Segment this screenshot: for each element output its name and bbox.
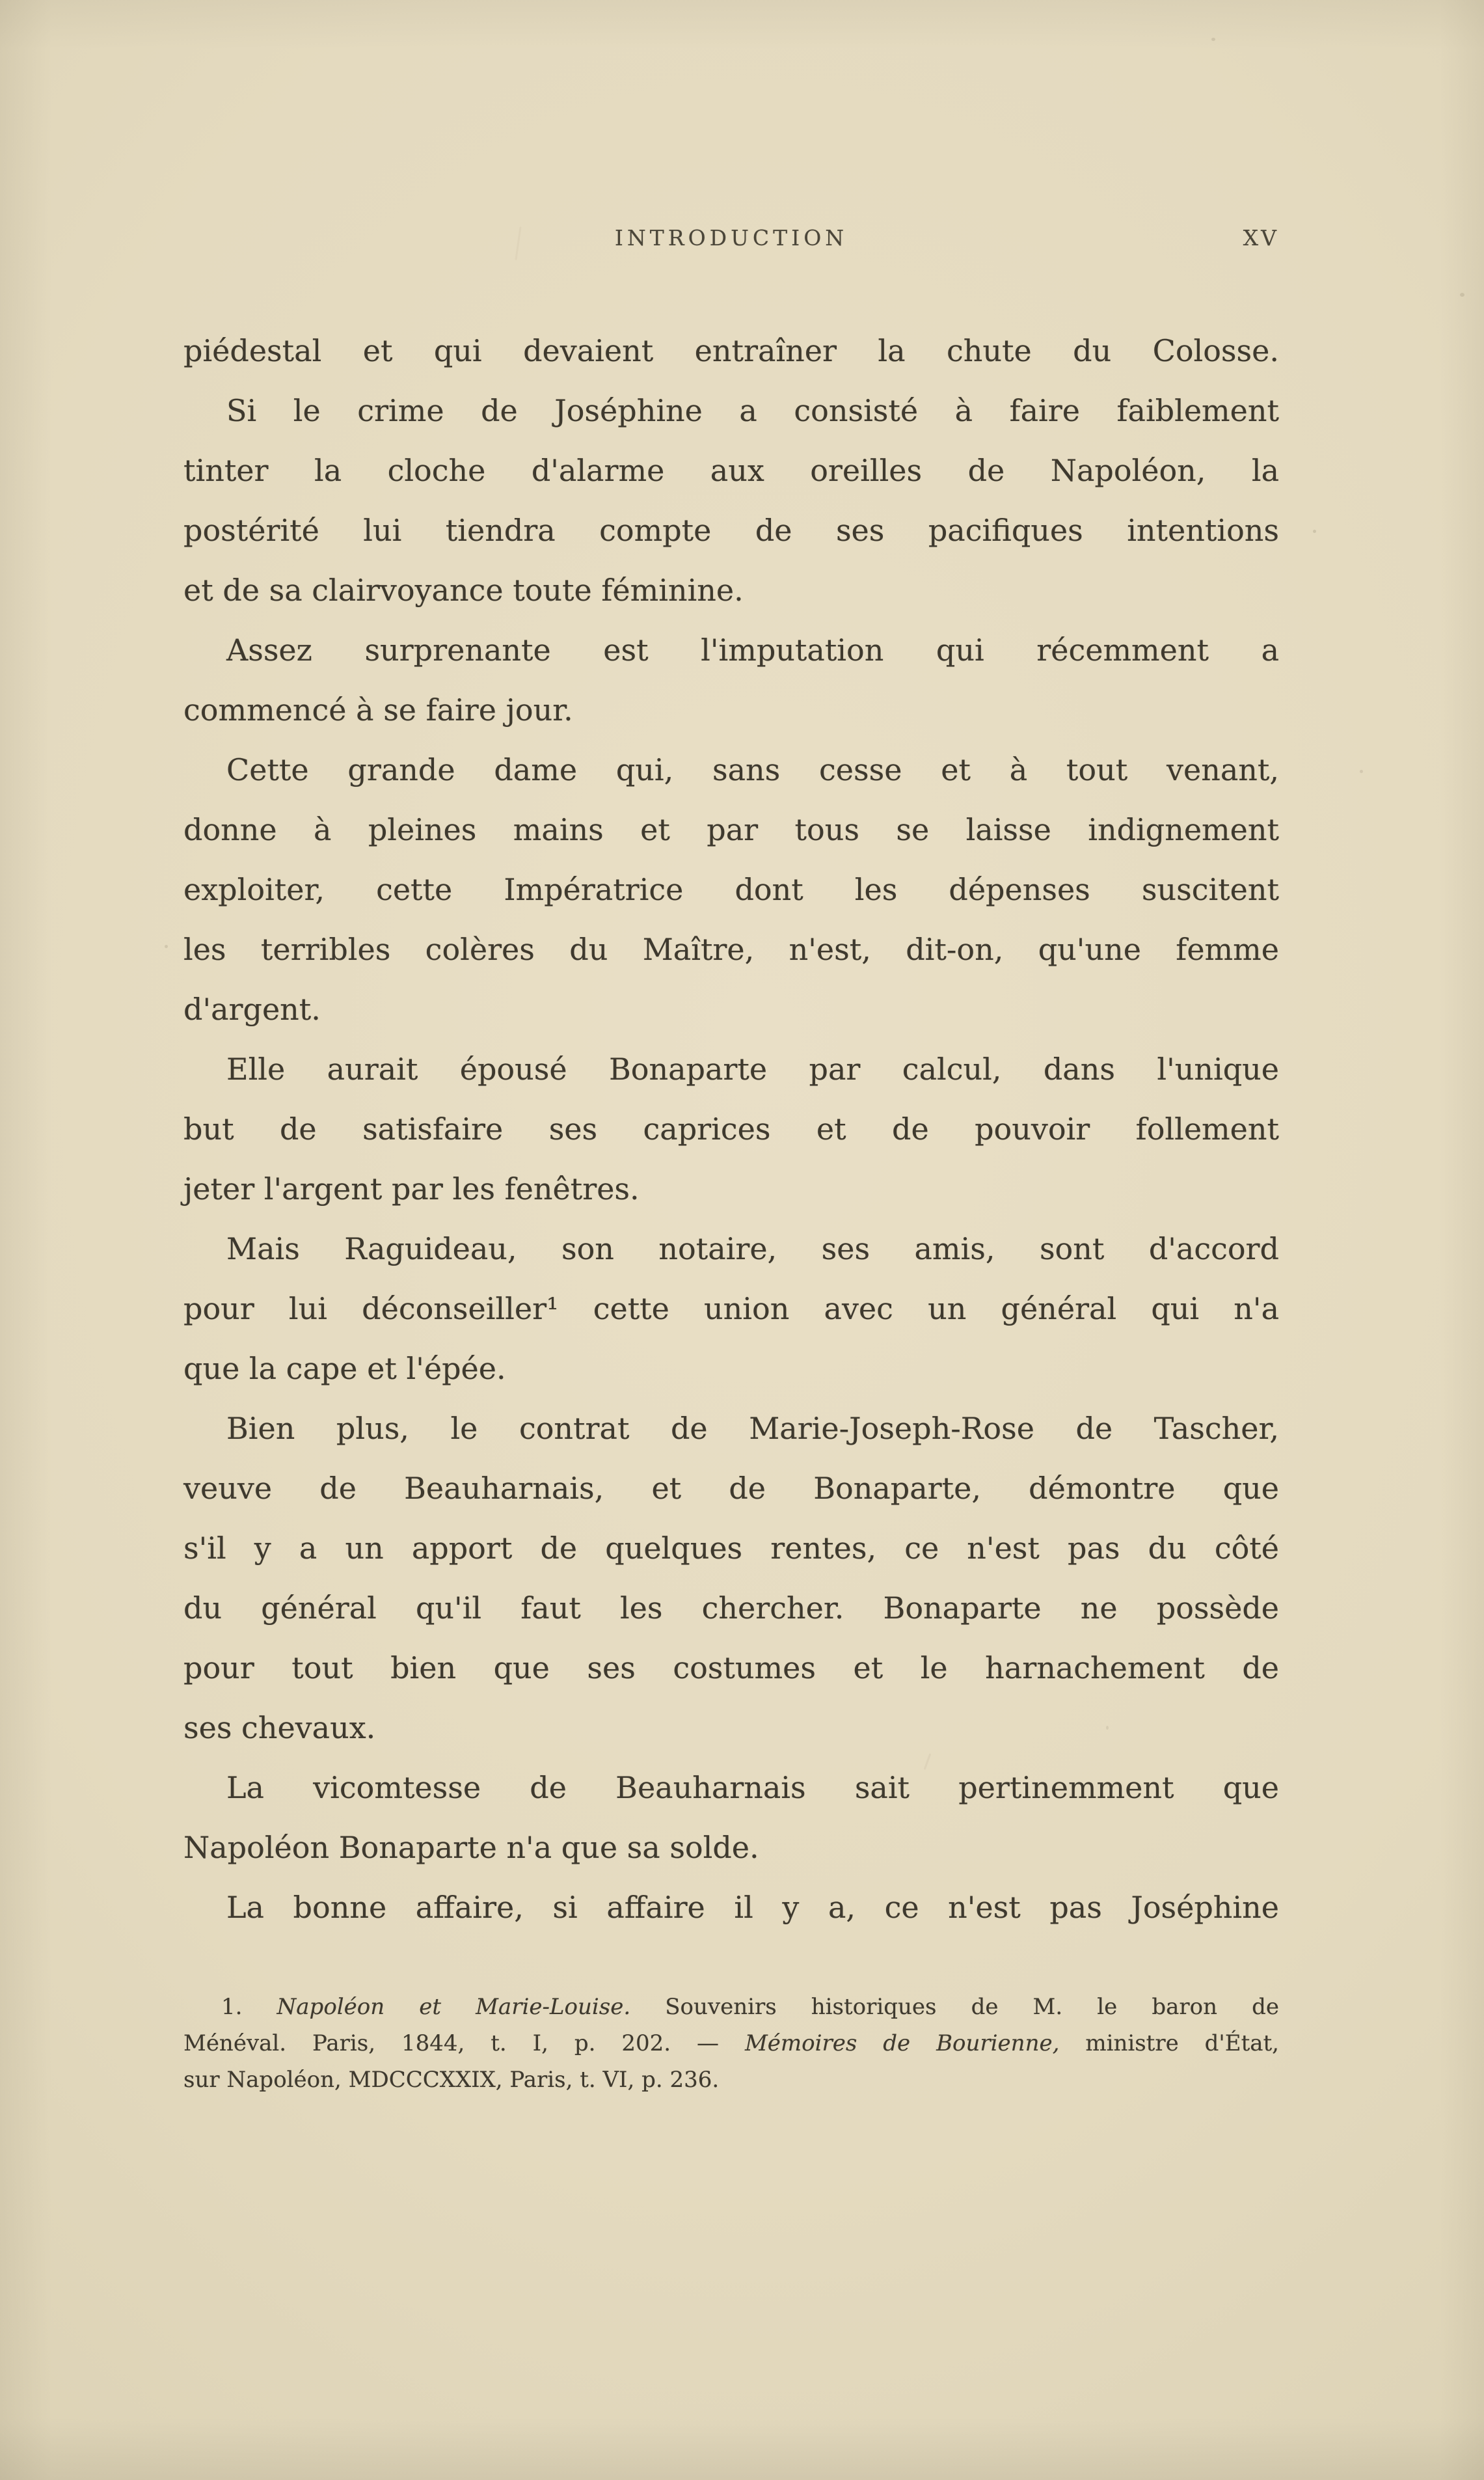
paragraph [183,740,1279,1039]
footnote-text: ministre d'État, [1059,2030,1279,2056]
text-line: pour lui déconseiller¹ cette union avec un général qui n'a [183,1291,1279,1326]
paragraph [183,321,1279,381]
text-line: d'argent. [183,992,321,1027]
text-line: piédestal et qui devaient entraîner la chute du Colosse. [183,333,1279,368]
text-line: veuve de Beauharnais, et de Bonaparte, démontre que [183,1471,1279,1506]
paragraph [183,620,1279,740]
page-number: XV [1243,225,1279,251]
footnote-text: Souvenirs historiques de M. le baron de [630,1994,1279,2020]
scan-speck [1460,293,1464,297]
text-line: Mais Raguideau, son notaire, ses amis, sont d'accord [226,1231,1279,1266]
footnote-text: sur Napoléon, MDCCCXXIX, Paris, t. VI, p. 236. [183,2067,720,2093]
text-line: Cette grande dame qui, sans cesse et à tout venant, [226,752,1279,787]
scan-speck [1106,1726,1109,1730]
text-line: Napoléon Bonaparte n'a que sa solde. [183,1830,759,1865]
text-line: postérité lui tiendra compte de ses pacifiques intentions [183,513,1279,548]
text-line: s'il y a un apport de quelques rentes, ce n'est pas du côté [183,1531,1279,1566]
text-line: Si le crime de Joséphine a consisté à faire faiblement [226,393,1279,428]
footnote-citation: Napoléon et Marie-Louise. [277,1994,631,2020]
text-line: Bien plus, le contrat de Marie-Joseph-Rose de Tascher, [226,1411,1279,1446]
text-line: ses chevaux. [183,1710,376,1745]
footnote-text: Ménéval. Paris, 1844, t. I, p. 202. — [183,2030,745,2056]
footnote-citation: Mémoires de Bourienne, [744,2030,1060,2056]
text-line: que la cape et l'épée. [183,1351,506,1386]
paragraph [183,381,1279,620]
paragraph [183,1398,1279,1758]
text-line: commencé à se faire jour. [183,692,573,728]
text-line: donne à pleines mains et par tous se laisse indignement [183,812,1279,847]
paragraph [183,1758,1279,1877]
footnote [183,1989,1279,2098]
text-line: La bonne affaire, si affaire il y a, ce n'est pas Joséphine [226,1890,1279,1925]
body-text [183,321,1279,1937]
paragraph [183,1877,1279,1937]
footnote-line [183,2025,1279,2062]
text-line: but de satisfaire ses caprices et de pouvoir follement [183,1111,1279,1147]
text-line: les terribles colères du Maître, n'est, dit-on, qu'une femme [183,932,1279,967]
scan-speck [165,945,168,948]
text-line: La vicomtesse de Beauharnais sait pertinemment que [226,1770,1279,1805]
text-line: Elle aurait épousé Bonaparte par calcul, dans l'unique [226,1052,1279,1087]
running-title: INTRODUCTION [614,225,848,251]
footnote-line [183,2062,1279,2098]
text-line: tinter la cloche d'alarme aux oreilles de Napoléon, la [183,453,1279,488]
scan-speck [1211,38,1215,41]
text-line: exploiter, cette Impératrice dont les dépenses suscitent [183,872,1279,907]
footnote-text: 1. [221,1994,277,2020]
footnote-line [183,1989,1279,2025]
paragraph [183,1039,1279,1219]
text-line: jeter l'argent par les fenêtres. [183,1171,640,1206]
text-line: et de sa clairvoyance toute féminine. [183,573,744,608]
scan-speck [1360,770,1363,773]
text-line: du général qu'il faut les chercher. Bonaparte ne possède [183,1590,1279,1626]
text-line: Assez surprenante est l'imputation qui récemment a [226,633,1279,668]
text-line: pour tout bien que ses costumes et le harnachement de [183,1650,1279,1685]
paragraph [183,1219,1279,1398]
scan-speck [1313,530,1316,533]
